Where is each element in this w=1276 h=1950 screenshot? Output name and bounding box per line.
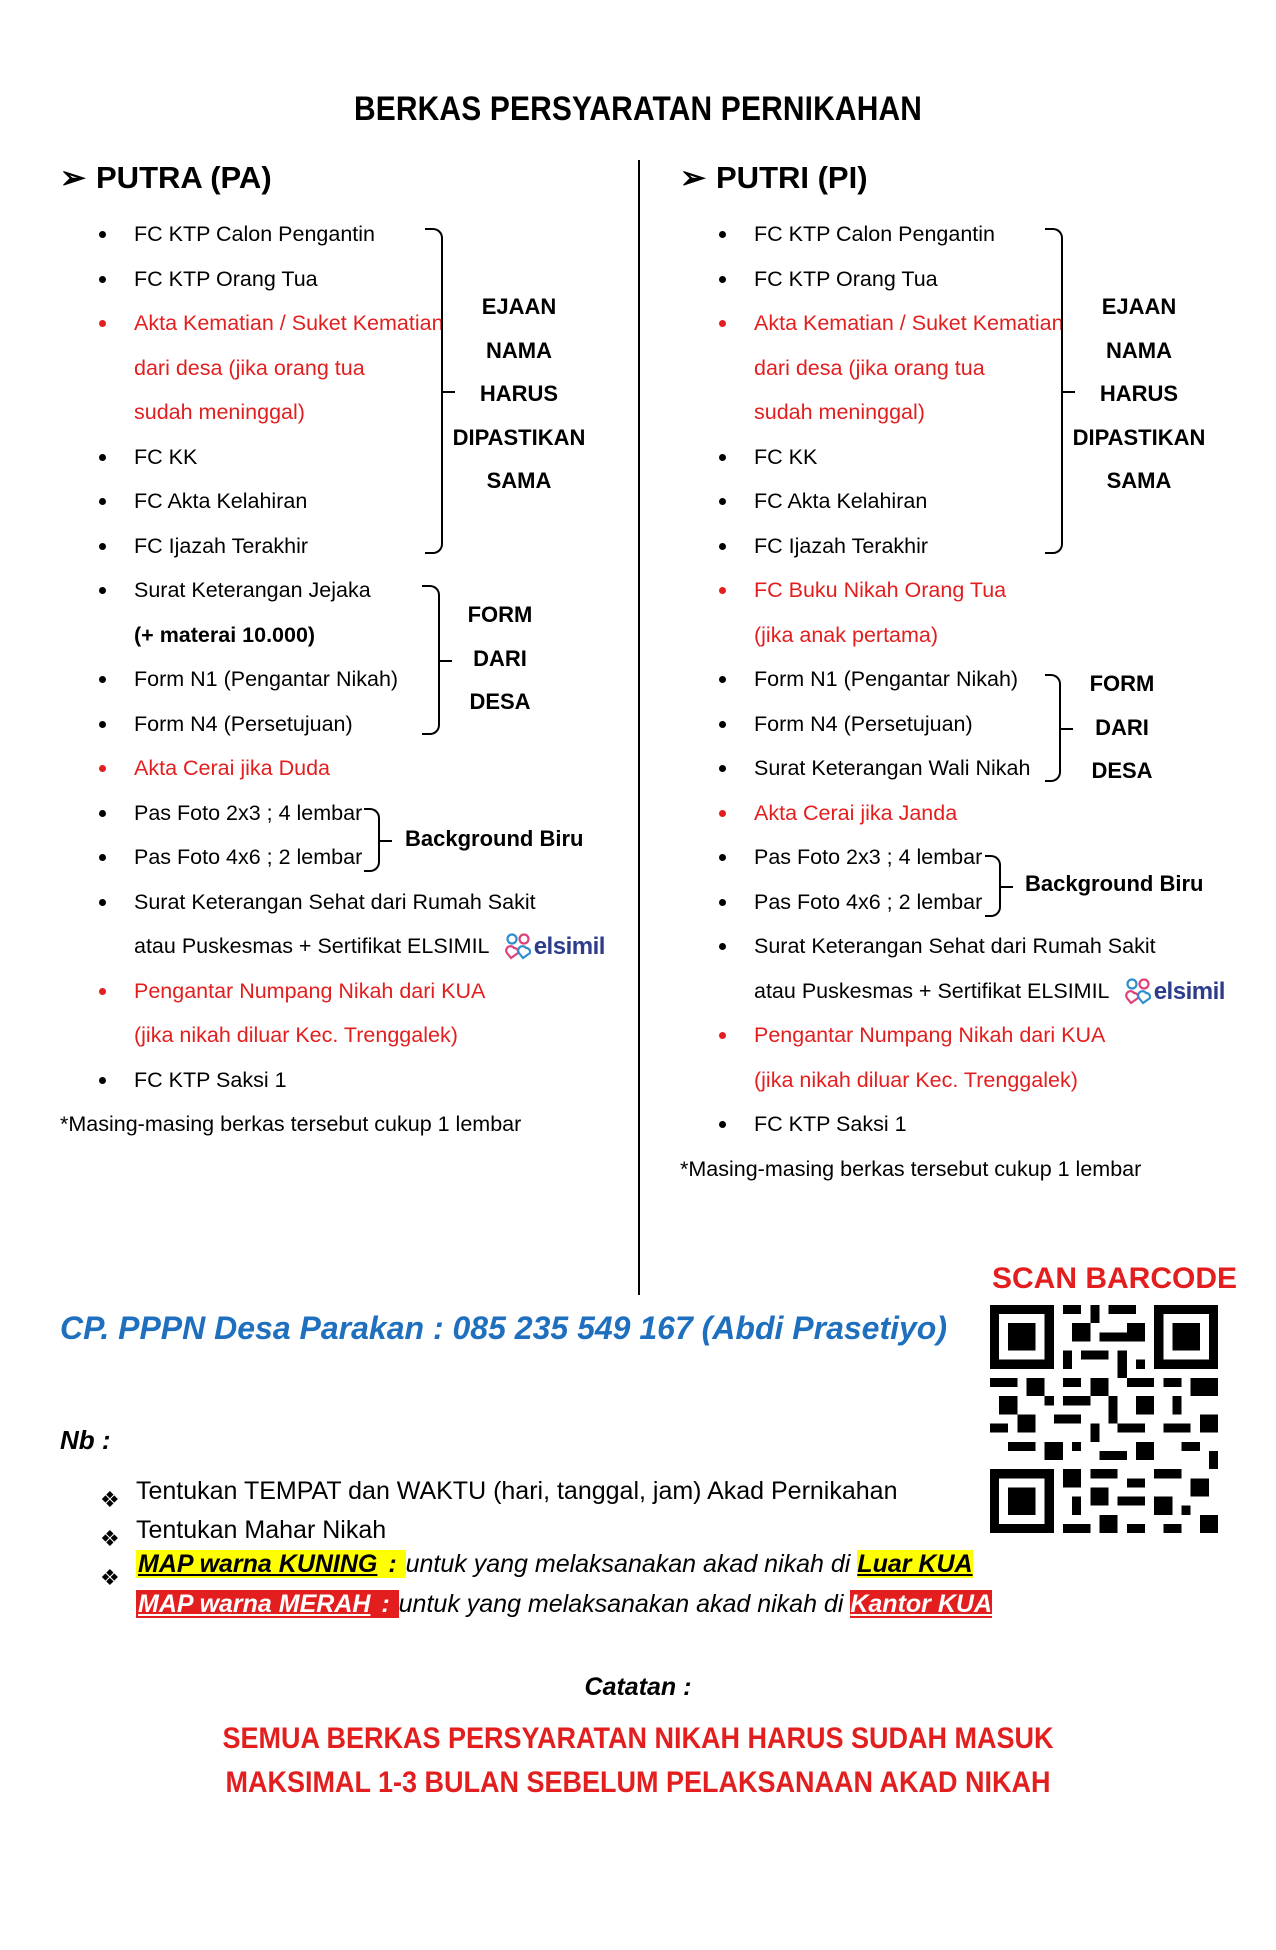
bullet-dot (719, 1121, 726, 1128)
list-item: FC KTP Orang Tua (134, 257, 605, 302)
list-item: Pas Foto 2x3 ; 4 lembar (134, 791, 605, 836)
list-item: FC KTP Calon Pengantin (754, 212, 1225, 257)
qr-code[interactable] (990, 1305, 1218, 1533)
column-divider (638, 160, 640, 1295)
bracket-bg-putra (364, 808, 380, 872)
page-title: BERKAS PERSYARATAN PERNIKAHAN (353, 90, 923, 128)
bracket-form-putri (1045, 674, 1061, 782)
contact-person: CP. PPPN Desa Parakan : 085 235 549 167 (Abdi Prasetiyo) (60, 1310, 947, 1346)
note-bg-putri: Background Biru (1025, 871, 1204, 896)
bracket-ejaan-putri (1045, 228, 1063, 554)
bullet-dot (99, 276, 106, 283)
bullet-dot (719, 231, 726, 238)
list-item-cont: (jika nikah diluar Kec. Trenggalek) (134, 1023, 458, 1047)
list-item: FC Ijazah Terakhir (754, 524, 1225, 569)
putra-heading (60, 160, 272, 196)
bullet-dot (99, 320, 106, 327)
list-item: Surat Keterangan Sehat dari Rumah Sakit (754, 924, 1225, 969)
bullet-dot (719, 498, 726, 505)
bullet-dot (99, 988, 106, 995)
bullet-dot (99, 765, 106, 772)
elsimil-icon (505, 932, 531, 962)
list-item: Akta Kematian / Suket Kematian (754, 301, 1225, 346)
map-merah-label: MAP warna MERAH (138, 1590, 371, 1618)
list-item: Form N4 (Persetujuan) (754, 702, 1225, 747)
list-item: FC Akta Kelahiran (134, 479, 605, 524)
elsimil-logo: elsimil (1125, 970, 1225, 1015)
map-kuning-target: Luar KUA (857, 1550, 973, 1578)
bullet-dot (719, 587, 726, 594)
bullet-dot (99, 498, 106, 505)
bullet-dot (719, 943, 726, 950)
note-ejaan-putra: EJAAN NAMA HARUS DIPASTIKAN SAMA (452, 294, 586, 493)
list-item: Akta Cerai jika Janda (754, 791, 1225, 836)
warning-line-2: MAKSIMAL 1-3 BULAN SEBELUM PELAKSANAAN AKAD NIKAH (225, 1766, 1051, 1799)
note-form-putri: FORM DARI DESA (1089, 671, 1155, 783)
list-item-cont: atau Puskesmas + Sertifikat ELSIMIL elsimil (754, 969, 1225, 1014)
elsimil-logo: elsimil (505, 925, 605, 970)
list-item: FC KK (134, 435, 605, 480)
list-item: FC KTP Calon Pengantin (134, 212, 605, 257)
bullet-dot (719, 899, 726, 906)
bullet-dot (99, 454, 106, 461)
list-item: Pengantar Numpang Nikah dari KUA (134, 969, 605, 1014)
list-item: Pas Foto 2x3 ; 4 lembar (754, 835, 1225, 880)
putra-footnote: *Masing-masing berkas tersebut cukup 1 lembar (60, 1112, 522, 1136)
list-item: Surat Keterangan Sehat dari Rumah Sakit (134, 880, 605, 925)
list-item: FC KTP Saksi 1 (134, 1058, 605, 1103)
note-bg-putra: Background Biru (405, 826, 584, 851)
list-item-cont: dari desa (jika orang tua (754, 355, 985, 380)
list-item: Akta Cerai jika Duda (134, 746, 605, 791)
diamond-bullet-icon: ❖ (100, 1565, 120, 1590)
bullet-dot (719, 1032, 726, 1039)
list-item: Pengantar Numpang Nikah dari KUA (754, 1013, 1225, 1058)
bracket-ejaan-putra (425, 228, 443, 554)
putri-footnote: *Masing-masing berkas tersebut cukup 1 lembar (680, 1157, 1142, 1181)
list-item-cont: (jika anak pertama) (754, 622, 939, 647)
bracket-form-putra (422, 585, 440, 735)
bullet-dot (719, 721, 726, 728)
list-item: FC Akta Kelahiran (754, 479, 1225, 524)
list-item: Surat Keterangan Jejaka (134, 568, 605, 613)
note-form-putra: FORM DARI DESA (467, 602, 533, 714)
bullet-dot (719, 320, 726, 327)
bullet-dot (99, 543, 106, 550)
list-item: FC Buku Nikah Orang Tua (754, 568, 1225, 613)
bullet-dot (99, 854, 106, 861)
list-item-cont: (+ materai 10.000) (134, 622, 316, 647)
list-item-cont: sudah meninggal) (134, 400, 305, 424)
catatan-label: Catatan : (584, 1673, 692, 1701)
list-item-cont: sudah meninggal) (754, 400, 925, 424)
arrow-bullet-icon: ➢ (60, 160, 86, 195)
map-kuning-label: MAP warna KUNING (138, 1550, 378, 1578)
bullet-dot (99, 721, 106, 728)
list-item: Akta Kematian / Suket Kematian (134, 301, 605, 346)
list-item: Form N4 (Persetujuan) (134, 702, 605, 747)
putra-heading-label: PUTRA (PA) (96, 160, 272, 195)
bullet-dot (99, 1077, 106, 1084)
list-item-cont: atau Puskesmas + Sertifikat ELSIMIL elsimil (134, 924, 605, 969)
putri-heading (680, 160, 868, 196)
bullet-dot (99, 231, 106, 238)
warning-line-1: SEMUA BERKAS PERSYARATAN NIKAH HARUS SUDAH MASUK (222, 1722, 1054, 1755)
note-ejaan-putri: EJAAN NAMA HARUS DIPASTIKAN SAMA (1072, 294, 1206, 493)
map-merah-row: MAP warna MERAH : untuk yang melaksanakan akad nikah di Kantor KUA (138, 1590, 993, 1618)
nb-label: Nb : (60, 1425, 111, 1455)
bracket-bg-putri (985, 855, 1001, 917)
bullet-dot (719, 276, 726, 283)
arrow-bullet-icon: ➢ (680, 160, 706, 195)
map-merah-target: Kantor KUA (850, 1590, 993, 1618)
list-item: Pas Foto 4x6 ; 2 lembar (754, 880, 1225, 925)
list-item: Form N1 (Pengantar Nikah) (134, 657, 605, 702)
list-item: FC Ijazah Terakhir (134, 524, 605, 569)
list-item: FC KK (754, 435, 1225, 480)
list-item: Form N1 (Pengantar Nikah) (754, 657, 1225, 702)
list-item: FC KTP Saksi 1 (754, 1102, 1225, 1147)
bullet-dot (719, 810, 726, 817)
bullet-dot (719, 454, 726, 461)
diamond-bullet-icon: ❖ (100, 1487, 120, 1512)
elsimil-icon (1125, 977, 1151, 1007)
bullet-dot (719, 854, 726, 861)
scan-barcode-title: SCAN BARCODE (992, 1262, 1238, 1295)
list-item-cont: (jika nikah diluar Kec. Trenggalek) (754, 1067, 1078, 1092)
bullet-dot (99, 810, 106, 817)
list-item: FC KTP Orang Tua (754, 257, 1225, 302)
bullet-dot (719, 765, 726, 772)
diamond-bullet-icon: ❖ (100, 1526, 120, 1551)
list-item: Pas Foto 4x6 ; 2 lembar (134, 835, 605, 880)
bullet-dot (99, 676, 106, 683)
bullet-dot (99, 899, 106, 906)
putri-heading-label: PUTRI (PI) (716, 160, 868, 195)
list-item-cont: dari desa (jika orang tua (134, 355, 365, 380)
list-item: Surat Keterangan Wali Nikah (754, 746, 1225, 791)
map-kuning-row: MAP warna KUNING : untuk yang melaksanakan akad nikah di Luar KUA (138, 1550, 973, 1578)
bullet-dot (719, 676, 726, 683)
bullet-dot (719, 543, 726, 550)
bullet-dot (99, 587, 106, 594)
